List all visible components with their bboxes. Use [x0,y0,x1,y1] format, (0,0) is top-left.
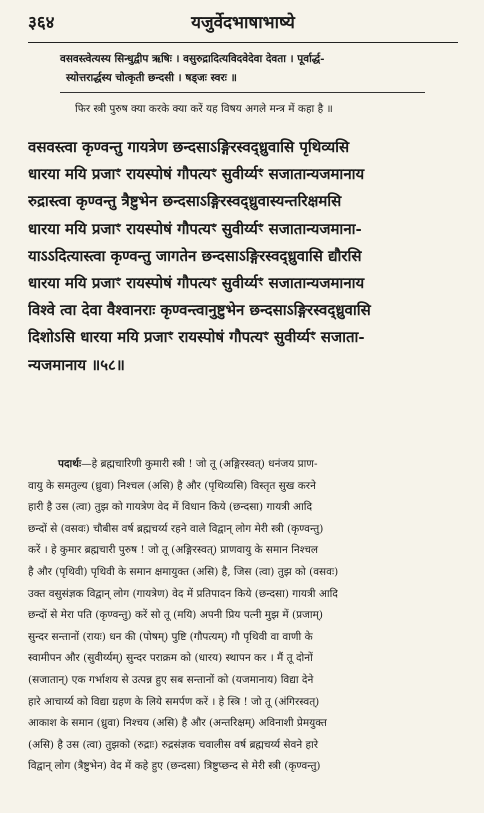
mantra-line: विश्वे त्वा देवा वैश्वानराः कृण्वन्त्वानुष्टुभेन छन्दसाऽङ्गिरस्वद्ध्रुवासि [28,301,371,320]
commentary-line: विद्वान् लोग (त्रैष्टुभेन) वेद में कहे हुए (छन्दसा) त्रिष्टुप्छन्द से मेरी स्त्री (कृण्वन्तु) [28,760,321,773]
commentary-line: हारी है उस (त्वा) तुझ को गायत्रेण वेद में विधान किये (छन्दसा) गायत्री आदि [28,501,313,514]
running-head: यजुर्वेदभाषाभाष्ये [191,13,295,33]
mantra-metadata [60,50,460,88]
commentary-line: हारे आचार्य्य को विद्या ग्रहण के लिये समर्पण करें । हे स्त्रि ! जो तू (अंगिरस्वत्) [28,695,320,708]
commentary-line: स्वामीपन और (सुवीर्य्यम्) सुन्दर पराक्रम को (धारय) स्थापन कर । मैं तू दोनों [28,652,313,665]
padartha-label: पदार्थः [58,458,82,470]
metadata-divider [60,92,425,93]
commentary-line: करें । हे कुमार ब्रह्मचारी पुरुष ! जो तू (अङ्गिरस्वत्) प्राणवायु के समान निश्चल [28,544,318,557]
metadata-line: वसवस्त्वेत्यस्य सिन्धुद्वीप ऋषिः । वसुरुद्रादित्यविदवेदेवा देवता । पूर्वार्द्ध- [60,53,325,65]
word-meaning-commentary [28,454,460,778]
mantra-line: याऽऽदित्यास्त्वा कृण्वन्तु जागतेन छन्दसाऽङ्गिरस्वद्ध्रुवासि द्यौरसि [28,246,362,265]
mantra-line: दिशोऽसि धारया मयि प्रजाꣳ रायस्पोषं गौपत्यꣳ सुवीर्य्यꣳ सजाता- [28,328,365,347]
commentary-line: (सजातान्) एक गर्भाशय से उत्पन्न हुए सब सन्तानों को (यजमानाय) विद्या देने [28,673,314,686]
commentary-line: (असि) है उस (त्वा) तुझको (रुद्राः) रुद्रसंज्ञक चवालीस वर्ष ब्रह्मचर्य्य सेवने हारे [28,738,319,751]
commentary-line: उक्त वसुसंज्ञक विद्वान् लोग (गायत्रेण) वेद में प्रतिपादन किये (छन्दसा) गायत्री आदि [28,587,338,600]
commentary-line: है और (पृथिवी) पृथिवी के समान क्षमायुक्त (असि) है, जिस (त्वा) तुझ को (वसवः) [28,565,339,578]
commentary-line: आकाश के समान (ध्रुवा) निश्चय (असि) है और (अन्तरिक्षम्) अविनाशी प्रेमयुक्त [28,717,327,730]
page-header [28,8,458,43]
page-number: ३६४ [28,13,55,33]
mantra-line: वसवस्त्वा कृण्वन्तु गायत्रेण छन्दसाऽङ्गिरस्वद्ध्रुवासि पृथिव्यसि [28,138,350,156]
commentary-line: सुन्दर सन्तानों (रायः) धन की (पोषम्) पुष्टि (गौपत्यम्) गौ पृथिवी वा वाणी के [28,630,313,643]
mantra-text [28,134,460,379]
mantra-line: धारया मयि प्रजाꣳ रायस्पोषं गौपत्यꣳ सुवीर्य्यꣳ सजातान्यजमानाय [28,165,365,184]
commentary-line: वायु के समतुल्य (ध्रुवा) निश्चल (असि) है और (पृथिव्यसि) विस्तृत सुख करने [28,479,316,492]
commentary-line: छन्दों से मेरा पति (कृण्वन्तु) करें सो तू (मयि) अपनी प्रिय पत्नी मुझ में (प्रजाम्) [28,609,323,622]
metadata-line: स्योत्तरार्द्धस्य चोत्कृती छन्दसी । षड्जः स्वरः ॥ [66,72,237,84]
mantra-line: धारया मयि प्रजाꣳ रायस्पोषं गौपत्यꣳ सुवीर्य्यꣳ सजातान्यजमानाय [28,274,365,293]
mantra-line: न्यजमानाय ॥५८॥ [28,355,125,374]
topic-introduction: फिर स्त्री पुरुष क्या करके क्या करें यह विषय अगले मन्त्र में कहा है ॥ [75,103,333,115]
commentary-line: —हे ब्रह्मचारिणी कुमारी स्त्री ! जो तू (अङ्गिरस्वत्) धनंजय प्राण- [81,458,318,470]
mantra-line: रुद्रास्त्वा कृण्वन्तु त्रैष्टुभेन छन्दसाऽङ्गिरस्वद्ध्रुवास्यन्तरिक्षमसि [28,192,342,211]
mantra-line: धारया मयि प्रजाꣳ रायस्पोषं गौपत्यꣳ सुवीर्य्यꣳ सजातान्यजमाना- [28,219,362,238]
commentary-line: छन्दों से (वसवः) चौबीस वर्ष ब्रह्मचर्य्य रहने वाले विद्वान् लोग मेरी स्त्री (कृण्वन्तु) [28,522,324,535]
